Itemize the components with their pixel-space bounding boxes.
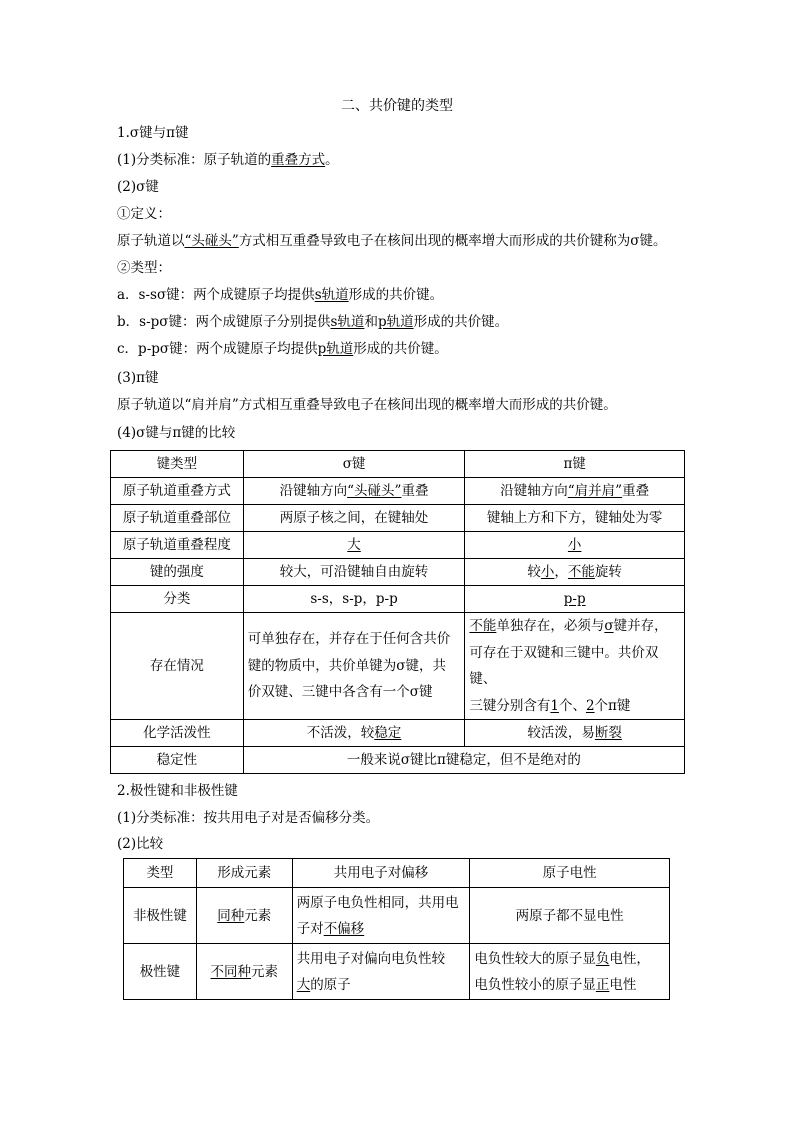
table-row — [111, 613, 685, 720]
table-row — [111, 559, 685, 586]
pi-bond-heading: (3)π键 — [117, 370, 159, 386]
heading-sigma-pi: 1.σ键与π键 — [117, 125, 189, 141]
classification-standard: (1)分类标准：原子轨道的重叠方式。 — [117, 152, 339, 168]
comparison-heading: (4)σ键与π键的比较 — [117, 425, 236, 441]
row-label: 稳定性 — [111, 747, 244, 774]
table-cell: 大 — [243, 532, 465, 559]
row-label: 存在情况 — [111, 613, 244, 720]
section-title: 二、共价键的类型 — [341, 98, 453, 114]
table-cell: 两原子电负性相同，共用电 子对不偏移 — [292, 888, 470, 944]
table-cell: 不能单独存在，必须与σ键并存， 可存在于双键和三键中。共价双键、 三键分别含有1个、2个π键 — [465, 613, 685, 720]
table-cell: 较活泼，易断裂 — [465, 720, 685, 747]
table-row — [124, 944, 670, 1000]
table-cell: 沿键轴方向“肩并肩”重叠 — [465, 478, 685, 505]
table-cell: 小 — [465, 532, 685, 559]
type-c: c．p-pσ键：两个成键原子均提供p轨道形成的共价键。 — [117, 341, 448, 357]
comparison-label: (2)比较 — [117, 836, 164, 852]
table-row — [111, 747, 685, 774]
table-cell: 较大，可沿键轴自由旋转 — [243, 559, 465, 586]
sigma-definition: 原子轨道以“头碰头”方式相互重叠导致电子在核间出现的概率增大而形成的共价键称为σ键。 — [117, 233, 667, 249]
row-label: 原子轨道重叠部位 — [111, 505, 244, 532]
row-label: 极性键 — [124, 944, 197, 1000]
polar-classification-standard: (1)分类标准：按共用电子对是否偏移分类。 — [117, 810, 380, 826]
table-header: 共用电子对偏移 — [292, 859, 470, 888]
table-cell: 同种元素 — [196, 888, 292, 944]
row-label: 原子轨道重叠程度 — [111, 532, 244, 559]
table-header: 键类型 — [111, 451, 244, 478]
table-row — [111, 586, 685, 613]
table-cell: 沿键轴方向“头碰头”重叠 — [243, 478, 465, 505]
table-cell: 电负性较大的原子显负电性， 电负性较小的原子显正电性 — [470, 944, 670, 1000]
table-row — [124, 888, 670, 944]
table-header: 类型 — [124, 859, 197, 888]
table-cell: p-p — [465, 586, 685, 613]
table-cell: 两原子都不显电性 — [470, 888, 670, 944]
heading-polar-nonpolar: 2.极性键和非极性键 — [117, 783, 238, 799]
type-a: a．s-sσ键：两个成键原子均提供s轨道形成的共价键。 — [117, 287, 444, 303]
table-cell: 不活泼，较稳定 — [243, 720, 465, 747]
row-label: 非极性键 — [124, 888, 197, 944]
table-row — [111, 451, 685, 478]
sigma-bond-heading: (2)σ键 — [117, 179, 159, 195]
row-label: 化学活泼性 — [111, 720, 244, 747]
table-header: σ键 — [243, 451, 465, 478]
table-header: π键 — [465, 451, 685, 478]
table-header: 原子电性 — [470, 859, 670, 888]
table-row — [124, 859, 670, 888]
table-row — [111, 505, 685, 532]
row-label: 原子轨道重叠方式 — [111, 478, 244, 505]
row-label: 键的强度 — [111, 559, 244, 586]
table-cell: 两原子核之间，在键轴处 — [243, 505, 465, 532]
table-cell: s-s，s-p，p-p — [243, 586, 465, 613]
table-cell: 不同种元素 — [196, 944, 292, 1000]
table-row — [111, 532, 685, 559]
table-cell: 一般来说σ键比π键稳定，但不是绝对的 — [243, 747, 684, 774]
polar-bond-table — [123, 858, 670, 1000]
pi-definition: 原子轨道以“肩并肩”方式相互重叠导致电子在核间出现的概率增大而形成的共价键。 — [117, 397, 617, 413]
table-row — [111, 720, 685, 747]
sigma-pi-comparison-table — [110, 450, 685, 774]
table-row — [111, 478, 685, 505]
table-cell: 键轴上方和下方，键轴处为零 — [465, 505, 685, 532]
table-cell: 较小，不能旋转 — [465, 559, 685, 586]
table-cell: 可单独存在，并存在于任何含共价 键的物质中，共价单键为σ键，共 价双键、三键中各含有一个σ键 — [243, 613, 465, 720]
type-b: b．s-pσ键：两个成键原子分别提供s轨道和p轨道形成的共价键。 — [117, 314, 509, 330]
row-label: 分类 — [111, 586, 244, 613]
table-header: 形成元素 — [196, 859, 292, 888]
table-cell: 共用电子对偏向电负性较 大的原子 — [292, 944, 470, 1000]
definition-label: ①定义： — [117, 206, 171, 222]
type-label: ②类型： — [117, 260, 171, 276]
